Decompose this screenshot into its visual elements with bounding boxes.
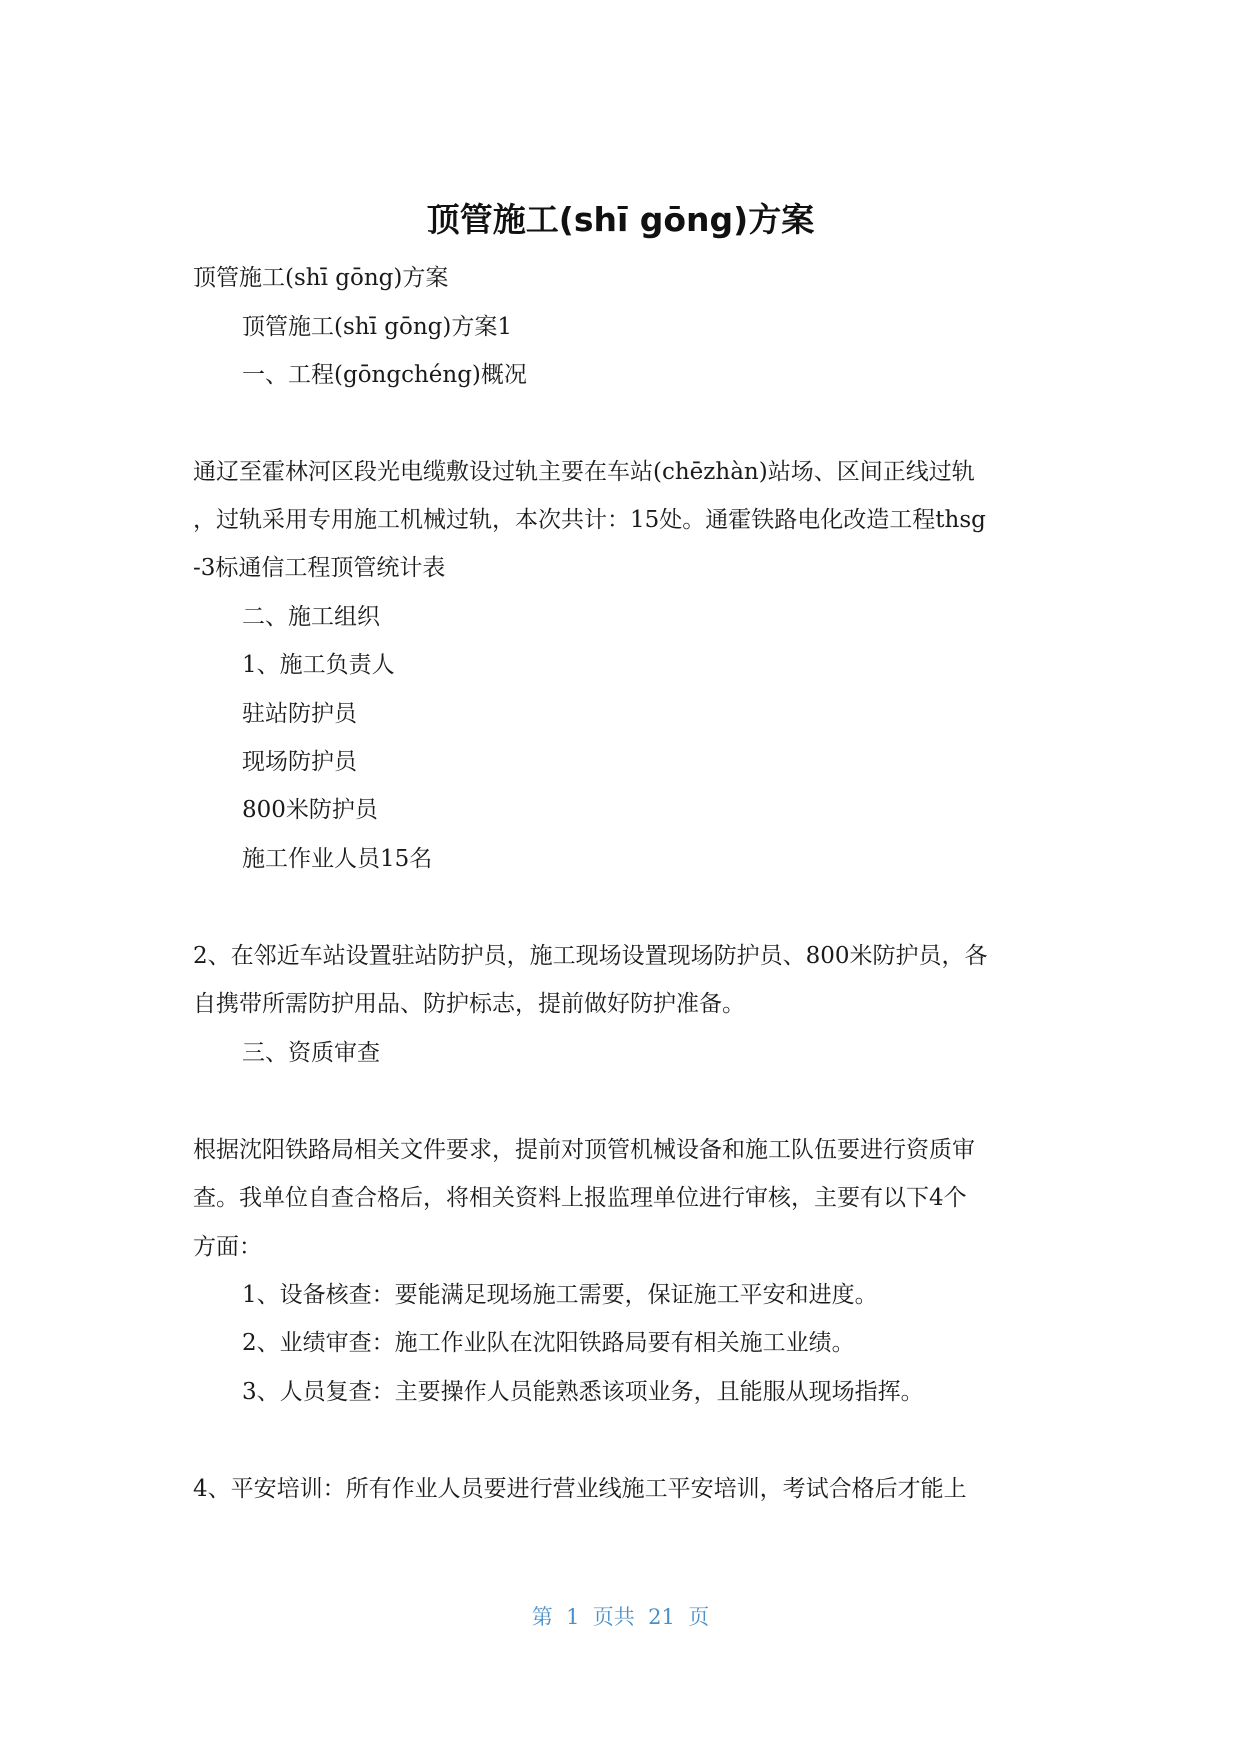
list-item: 2、业绩审查：施工作业队在沈阳铁路局要有相关施工业绩。 (242, 1330, 855, 1356)
section-heading: 三、资质审查 (242, 1040, 380, 1066)
list-item: 施工作业人员15名 (242, 846, 433, 872)
paragraph-line: 方面： (193, 1234, 262, 1260)
document-title: 顶管施工(shī gōng)方案 (426, 200, 815, 239)
list-item: 800米防护员 (242, 797, 378, 823)
paragraph-line: 顶管施工(shī gōng)方案1 (242, 314, 512, 340)
paragraph-line: 根据沈阳铁路局相关文件要求，提前对顶管机械设备和施工队伍要进行资质审 (193, 1137, 975, 1163)
page-footer: 第 1 页共 21 页 (531, 1605, 710, 1629)
list-item: 1、设备核查：要能满足现场施工需要，保证施工平安和进度。 (242, 1282, 878, 1308)
paragraph-line: ，过轨采用专用施工机械过轨，本次共计：15处。通霍铁路电化改造工程thsg (193, 507, 986, 533)
paragraph-line: -3标通信工程顶管统计表 (193, 555, 446, 581)
paragraph-line: 通辽至霍林河区段光电缆敷设过轨主要在车站(chēzhàn)站场、区间正线过轨 (193, 459, 975, 485)
section-heading: 一、工程(gōngchéng)概况 (242, 362, 527, 388)
paragraph-line: 4、平安培训：所有作业人员要进行营业线施工平安培训，考试合格后才能上 (193, 1476, 967, 1502)
list-item: 现场防护员 (242, 749, 357, 775)
list-item: 3、人员复查：主要操作人员能熟悉该项业务，且能服从现场指挥。 (242, 1379, 924, 1405)
paragraph-line: 顶管施工(shī gōng)方案 (193, 265, 449, 291)
paragraph-line: 查。我单位自查合格后，将相关资料上报监理单位进行审核，主要有以下4个 (193, 1185, 967, 1211)
section-heading: 二、施工组织 (242, 604, 380, 630)
paragraph-line: 自携带所需防护用品、防护标志，提前做好防护准备。 (193, 991, 745, 1017)
list-item: 驻站防护员 (242, 701, 357, 727)
paragraph-line: 2、在邻近车站设置驻站防护员，施工现场设置现场防护员、800米防护员，各 (193, 943, 988, 969)
list-item: 1、施工负责人 (242, 652, 395, 678)
